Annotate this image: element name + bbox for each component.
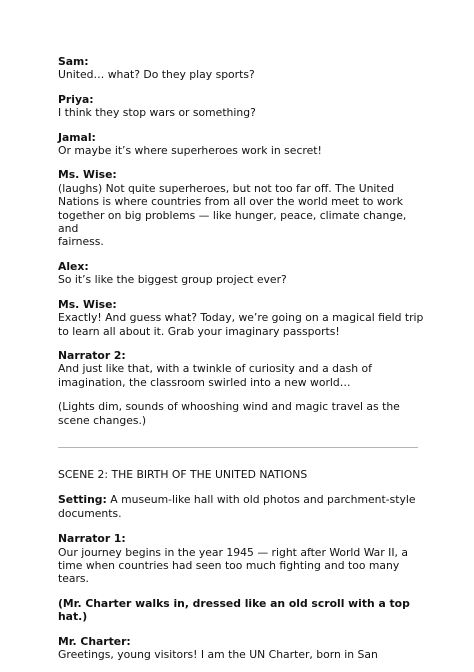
dialogue-narrator-2: [58, 349, 430, 389]
stage-direction-line: (Mr. Charter walks in, dressed like an old scroll with a top: [58, 596, 410, 610]
setting-text: A museum-like hall with old photos and parchment-style: [106, 493, 416, 507]
stage-direction-line: (Lights dim, sounds of whooshing wind and magic travel as the: [58, 400, 400, 414]
dialogue-line: Greetings, young visitors! I am the UN Charter, born in San: [58, 648, 378, 661]
speaker-name: Mr. Charter:: [58, 634, 131, 648]
dialogue-line: I think they stop wars or something?: [58, 106, 256, 120]
speaker-name: Sam:: [58, 55, 89, 68]
dialogue-line: to learn all about it. Grab your imaginary passports!: [58, 324, 340, 338]
dialogue-line: Nations is where countries from all over the world meet to work: [58, 195, 403, 209]
setting-label: Setting:: [58, 493, 107, 507]
dialogue-line: time when countries had seen too much fighting and too many: [58, 558, 400, 572]
stage-direction: [58, 400, 430, 427]
dialogue-line: And just like that, with a twinkle of curiosity and a dash of: [58, 362, 372, 376]
dialogue-mr-charter: [58, 635, 430, 662]
dialogue-ms-wise-1: [58, 168, 430, 248]
dialogue-line: fairness.: [58, 235, 104, 249]
stage-direction-line: scene changes.): [58, 413, 147, 427]
dialogue-narrator-1: [58, 532, 430, 586]
script-page: [58, 55, 430, 672]
dialogue-sam: [58, 55, 430, 82]
dialogue-jamal: [58, 131, 430, 158]
speaker-name: Ms. Wise:: [58, 168, 117, 182]
scene-setting: [58, 493, 430, 520]
dialogue-ms-wise-2: [58, 298, 430, 338]
dialogue-line: imagination, the classroom swirled into a new world…: [58, 375, 351, 389]
speaker-name: Alex:: [58, 259, 89, 273]
speaker-name: Narrator 2:: [58, 348, 126, 362]
dialogue-line: together on big problems — like hunger, peace, climate change, and: [58, 208, 407, 236]
dialogue-line: (laughs) Not quite superheroes, but not too far off. The United: [58, 181, 395, 195]
scene-heading: SCENE 2: THE BIRTH OF THE UNITED NATIONS: [58, 467, 308, 481]
speaker-name: Narrator 1:: [58, 532, 126, 546]
dialogue-line: Or maybe it’s where superheroes work in secret!: [58, 144, 322, 158]
dialogue-line: Our journey begins in the year 1945 — right after World War II, a: [58, 545, 409, 559]
dialogue-line: United… what? Do they play sports?: [58, 68, 255, 82]
dialogue-line: So it’s like the biggest group project ever?: [58, 273, 287, 287]
speaker-name: Ms. Wise:: [58, 297, 117, 311]
setting-text: documents.: [58, 506, 122, 520]
speaker-name: Priya:: [58, 92, 94, 106]
dialogue-line: tears.: [58, 572, 89, 586]
dialogue-alex: [58, 260, 430, 287]
section-divider: [58, 447, 418, 448]
speaker-name: Jamal:: [58, 130, 96, 144]
dialogue-line: Exactly! And guess what? Today, we’re going on a magical field trip: [58, 311, 424, 325]
dialogue-priya: [58, 93, 430, 120]
stage-direction-bold: [58, 597, 430, 624]
stage-direction-line: hat.): [58, 610, 88, 624]
